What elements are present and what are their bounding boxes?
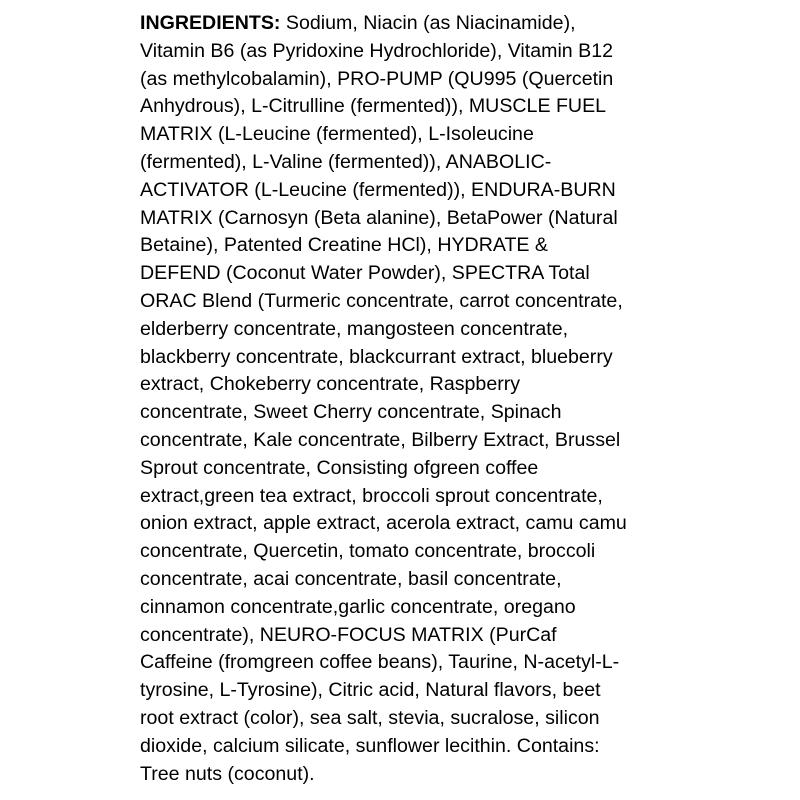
ingredients-line: tyrosine, L-Tyrosine), Citric acid, Natural flavors, beet: [140, 679, 601, 702]
ingredients-line: concentrate), NEURO-FOCUS MATRIX (PurCaf: [140, 623, 557, 646]
ingredients-heading: INGREDIENTS:: [140, 12, 281, 34]
ingredients-line: Caffeine (fromgreen coffee beans), Taurine, N-acetyl-L-: [140, 651, 620, 674]
ingredients-line: elderberry concentrate, mangosteen concentrate,: [140, 317, 569, 340]
ingredients-line: extract, Chokeberry concentrate, Raspberry: [140, 373, 521, 396]
ingredients-line: concentrate, Kale concentrate, Bilberry Extract, Brussel: [140, 428, 621, 451]
ingredients-panel: [140, 10, 680, 788]
ingredients-line: concentrate, Quercetin, tomato concentrate, broccoli: [140, 540, 596, 563]
ingredients-line: blackberry concentrate, blackcurrant extract, blueberry: [140, 345, 613, 368]
ingredients-line: extract,green tea extract, broccoli sprout concentrate,: [140, 484, 603, 507]
ingredients-line: DEFEND (Coconut Water Powder), SPECTRA Total: [140, 262, 590, 285]
ingredients-line: (fermented), L-Valine (fermented)), ANABOLIC-: [140, 150, 552, 173]
ingredients-line: MATRIX (L-Leucine (fermented), L-Isoleucine: [140, 123, 534, 146]
ingredients-line: ACTIVATOR (L-Leucine (fermented)), ENDURA-BURN: [140, 178, 616, 201]
ingredients-line: Sprout concentrate, Consisting ofgreen coffee: [140, 456, 539, 479]
ingredients-line-1: [140, 10, 680, 38]
ingredients-line: Anhydrous), L-Citrulline (fermented)), MUSCLE FUEL: [140, 95, 607, 118]
ingredients-line: onion extract, apple extract, acerola extract, camu camu: [140, 512, 627, 535]
ingredients-line: cinnamon concentrate,garlic concentrate, oregano: [140, 595, 576, 618]
ingredients-line: concentrate, acai concentrate, basil concentrate,: [140, 567, 562, 590]
ingredients-line: ORAC Blend (Turmeric concentrate, carrot concentrate,: [140, 289, 623, 312]
ingredients-line: dioxide, calcium silicate, sunflower lecithin. Contains:: [140, 734, 600, 757]
ingredients-line: Betaine), Patented Creatine HCl), HYDRATE &: [140, 234, 549, 257]
ingredients-line: root extract (color), sea salt, stevia, sucralose, silicon: [140, 706, 600, 729]
ingredients-line: concentrate, Sweet Cherry concentrate, Spinach: [140, 401, 562, 424]
ingredients-line: (as methylcobalamin), PRO-PUMP (QU995 (Quercetin: [140, 67, 614, 90]
ingredients-line: MATRIX (Carnosyn (Beta alanine), BetaPower (Natural: [140, 206, 618, 229]
ingredients-line: Vitamin B6 (as Pyridoxine Hydrochloride), Vitamin B12: [140, 39, 614, 62]
ingredients-line: Tree nuts (coconut).: [140, 762, 315, 785]
ingredients-line-1-text: Sodium, Niacin (as Niacinamide),: [280, 12, 576, 34]
